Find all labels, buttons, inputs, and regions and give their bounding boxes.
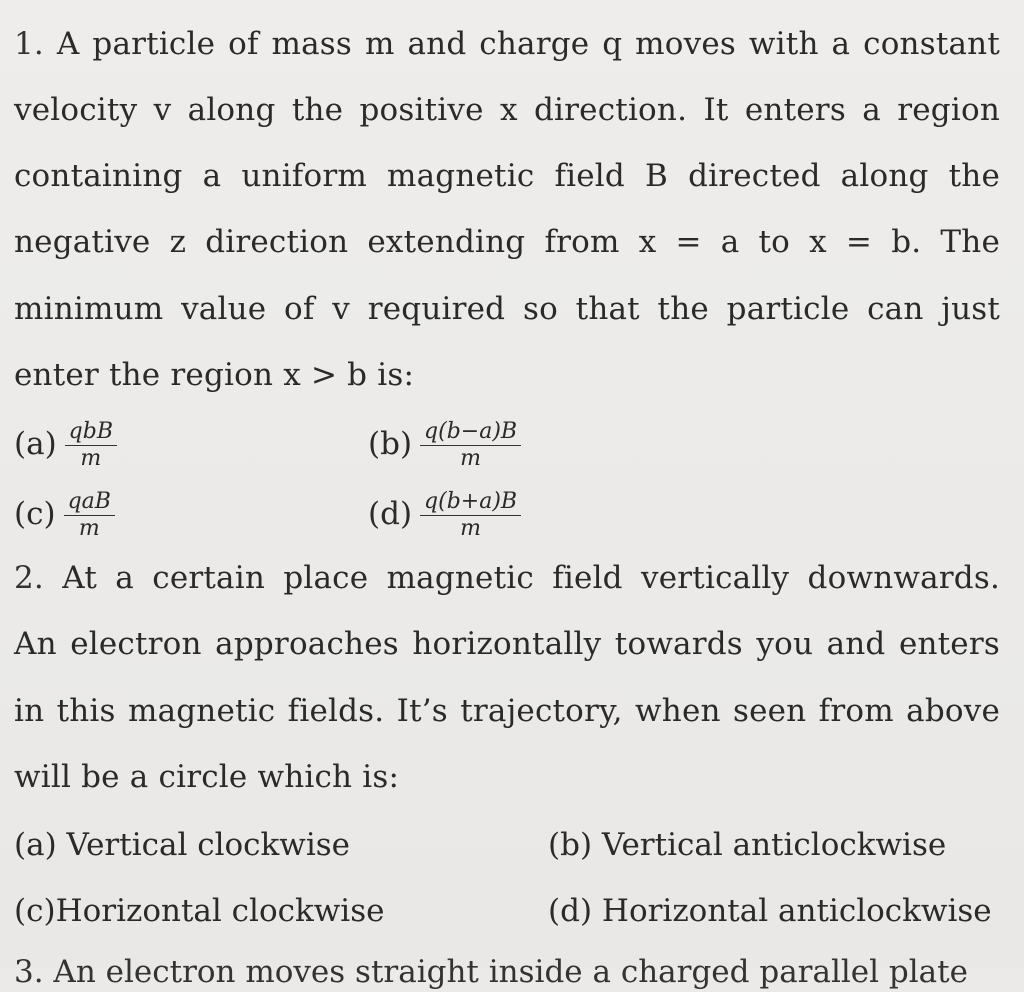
q1-option-c-fraction (64, 490, 115, 541)
q1-option-c-label: (c) (14, 496, 56, 532)
q1-option-d-numerator: q(b+a)B (420, 490, 521, 516)
q2-option-d-text: Horizontal anticlockwise (601, 893, 992, 929)
q2-option-c-text: Horizontal clockwise (55, 893, 385, 929)
q1-option-c (14, 490, 115, 541)
q1-option-a-label: (a) (14, 426, 57, 462)
q2-option-a-text: Vertical clockwise (66, 827, 351, 863)
q2-line-1 (14, 558, 1000, 598)
q2-option-c-label: (c) (14, 893, 56, 929)
q1-option-a (14, 420, 117, 471)
q1-option-d-denominator: m (460, 516, 482, 541)
q1-option-a-numerator: qbB (65, 420, 117, 446)
q1-option-b-numerator: q(b−a)B (420, 420, 521, 446)
q1-line-2: velocity v along the positive x direction. It enters a region (14, 92, 1000, 128)
q2-line-3: in this magnetic fields. It’s trajectory, when seen from above (14, 693, 1000, 729)
q2-text-1: At a certain place magnetic field vertically downwards. (62, 560, 1001, 596)
q1-option-d (368, 490, 521, 541)
q1-number: 1. (14, 26, 44, 62)
q2-line-2: An electron approaches horizontally towards you and enters (14, 626, 1000, 662)
q1-option-b-denominator: m (460, 446, 482, 471)
q1-line-5: minimum value of v required so that the particle can just (14, 291, 1000, 327)
q2-option-a-label: (a) (14, 827, 57, 863)
q2-number: 2. (14, 560, 44, 596)
q1-option-c-numerator: qaB (64, 490, 115, 516)
q3-partial-line: 3. An electron moves straight inside a charged parallel plate (14, 954, 968, 990)
q1-line-4: negative z direction extending from x = a to x = b. The (14, 224, 1000, 260)
q1-line-3: containing a uniform magnetic field B directed along the (14, 158, 1000, 194)
q1-option-d-fraction (420, 490, 521, 541)
q1-line-1 (14, 24, 1000, 64)
q2-option-b-label: (b) (548, 827, 593, 863)
q1-option-c-denominator: m (78, 516, 100, 541)
q1-option-b-fraction (420, 420, 521, 471)
q1-option-a-fraction (65, 420, 117, 471)
q2-option-d (548, 891, 992, 931)
q2-option-b-text: Vertical anticlockwise (601, 827, 947, 863)
q1-line-6: enter the region x > b is: (14, 357, 415, 393)
q1-option-a-denominator: m (80, 446, 102, 471)
q1-text-1: A particle of mass m and charge q moves with a constant (56, 26, 1000, 62)
q2-option-b (548, 825, 946, 865)
q2-line-4: will be a circle which is: (14, 759, 400, 795)
q1-option-b (368, 420, 521, 471)
q2-option-c (14, 891, 384, 931)
q2-option-a (14, 825, 350, 865)
q1-option-b-label: (b) (368, 426, 413, 462)
q2-option-d-label: (d) (548, 893, 593, 929)
q1-option-d-label: (d) (368, 496, 413, 532)
